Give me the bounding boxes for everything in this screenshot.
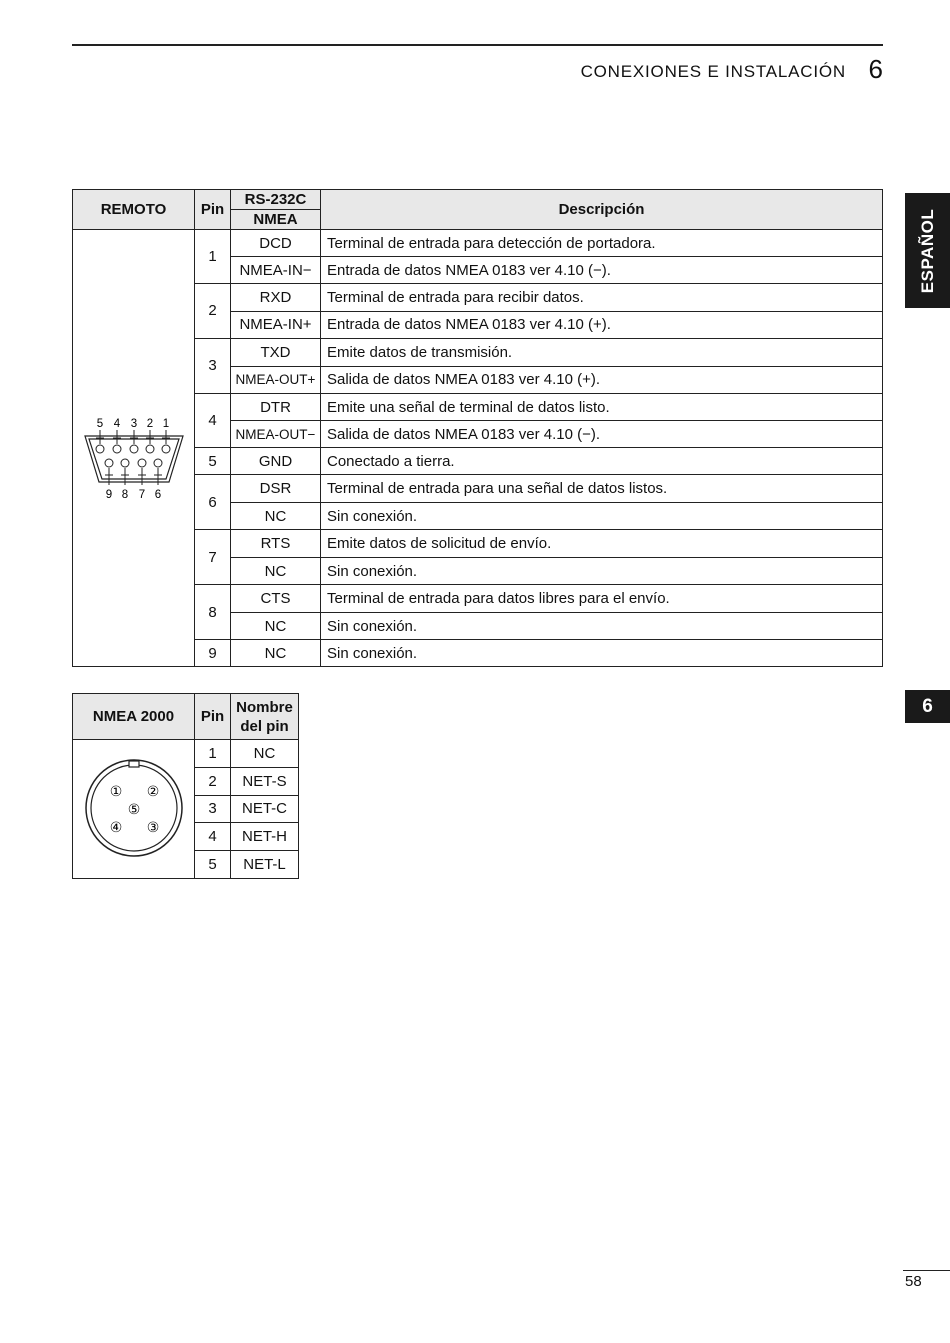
header-remoto: REMOTO — [73, 190, 195, 230]
signal-cell: NMEA-OUT+ — [231, 366, 321, 393]
pin-cell: 1 — [195, 230, 231, 284]
description-cell: Entrada de datos NMEA 0183 ver 4.10 (−). — [321, 257, 883, 284]
description-cell: Sin conexión. — [321, 503, 883, 530]
pin-name-cell: NET-H — [231, 823, 299, 851]
header-rule — [72, 44, 883, 46]
description-cell: Terminal de entrada para detección de portadora. — [321, 230, 883, 257]
remote-pinout-table — [72, 189, 883, 667]
pin-cell: 3 — [195, 795, 231, 823]
pin-cell: 9 — [195, 640, 231, 667]
db9-pin-label: 3 — [130, 418, 138, 430]
description-cell: Emite una señal de terminal de datos listo. — [321, 393, 883, 421]
db9-pin-label: 2 — [146, 418, 154, 430]
description-cell: Salida de datos NMEA 0183 ver 4.10 (+). — [321, 366, 883, 393]
header-nmea: NMEA — [231, 210, 321, 230]
signal-cell: NC — [231, 558, 321, 585]
pin-cell: 5 — [195, 851, 231, 879]
page-number: 58 — [905, 1273, 922, 1290]
pin-cell: 7 — [195, 530, 231, 585]
db9-pin-label: 4 — [113, 418, 121, 430]
header-nmea2000: NMEA 2000 — [73, 694, 195, 740]
signal-cell: GND — [231, 448, 321, 475]
pin-name-cell: NET-S — [231, 767, 299, 795]
description-cell: Terminal de entrada para datos libres para el envío. — [321, 585, 883, 613]
signal-cell: NC — [231, 503, 321, 530]
signal-cell: NMEA-IN− — [231, 257, 321, 284]
pin-name-cell: NC — [231, 740, 299, 768]
header-pin-name — [231, 694, 299, 740]
description-cell: Sin conexión. — [321, 558, 883, 585]
signal-cell: NC — [231, 613, 321, 640]
table-row — [73, 230, 883, 257]
db9-pin-label: 9 — [105, 489, 113, 501]
header-pin: Pin — [195, 694, 231, 740]
pin-cell: 5 — [195, 448, 231, 475]
nmea2000-pin-label: ④ — [109, 820, 123, 836]
nmea2000-connector-diagram — [73, 740, 195, 879]
description-cell: Terminal de entrada para recibir datos. — [321, 284, 883, 312]
description-cell: Emite datos de transmisión. — [321, 338, 883, 366]
db9-pin-label: 7 — [138, 489, 146, 501]
pin-cell: 3 — [195, 338, 231, 393]
header-rs232c: RS-232C — [231, 190, 321, 210]
db9-connector-diagram — [73, 230, 195, 667]
header-pin-name-line1: Nombre — [236, 698, 293, 716]
pin-cell: 4 — [195, 393, 231, 448]
description-cell: Sin conexión. — [321, 613, 883, 640]
description-cell: Sin conexión. — [321, 640, 883, 667]
pin-cell: 1 — [195, 740, 231, 768]
description-cell: Terminal de entrada para una señal de datos listos. — [321, 475, 883, 503]
nmea2000-pin-label: ② — [146, 784, 160, 800]
db9-pin-label: 6 — [154, 489, 162, 501]
db9-pin-label: 8 — [121, 489, 129, 501]
description-cell: Entrada de datos NMEA 0183 ver 4.10 (+). — [321, 311, 883, 338]
nmea2000-pin-label: ⑤ — [127, 802, 141, 818]
language-tab-label: ESPAÑOL — [917, 208, 937, 293]
pin-cell: 2 — [195, 767, 231, 795]
pin-cell: 8 — [195, 585, 231, 640]
db9-pin-label: 1 — [162, 418, 170, 430]
db9-connector-icon — [73, 230, 194, 662]
signal-cell: RTS — [231, 530, 321, 558]
signal-cell: NMEA-IN+ — [231, 311, 321, 338]
language-tab — [905, 193, 950, 308]
pin-cell: 6 — [195, 475, 231, 530]
header-pin: Pin — [195, 190, 231, 230]
db9-pin-label: 5 — [96, 418, 104, 430]
signal-cell: DTR — [231, 393, 321, 421]
nmea2000-pinout-table — [72, 693, 299, 879]
description-cell: Salida de datos NMEA 0183 ver 4.10 (−). — [321, 421, 883, 448]
signal-cell: TXD — [231, 338, 321, 366]
nmea2000-pin-label: ① — [109, 784, 123, 800]
table-row — [73, 740, 299, 768]
nmea2000-connector-icon — [73, 740, 194, 874]
signal-cell: RXD — [231, 284, 321, 312]
header-pin-name-line2: del pin — [240, 717, 289, 735]
signal-cell: NMEA-OUT− — [231, 421, 321, 448]
pin-name-cell: NET-L — [231, 851, 299, 879]
section-title: CONEXIONES E INSTALACIÓN — [580, 62, 846, 81]
pin-cell: 4 — [195, 823, 231, 851]
footer-rule — [903, 1270, 950, 1271]
pin-cell: 2 — [195, 284, 231, 339]
signal-cell: DSR — [231, 475, 321, 503]
description-cell: Conectado a tierra. — [321, 448, 883, 475]
chapter-number: 6 — [868, 54, 883, 84]
signal-cell: DCD — [231, 230, 321, 257]
signal-cell: NC — [231, 640, 321, 667]
header-descripcion: Descripción — [321, 190, 883, 230]
pin-name-cell: NET-C — [231, 795, 299, 823]
signal-cell: CTS — [231, 585, 321, 613]
chapter-tab: 6 — [905, 690, 950, 723]
description-cell: Emite datos de solicitud de envío. — [321, 530, 883, 558]
nmea2000-pin-label: ③ — [146, 820, 160, 836]
